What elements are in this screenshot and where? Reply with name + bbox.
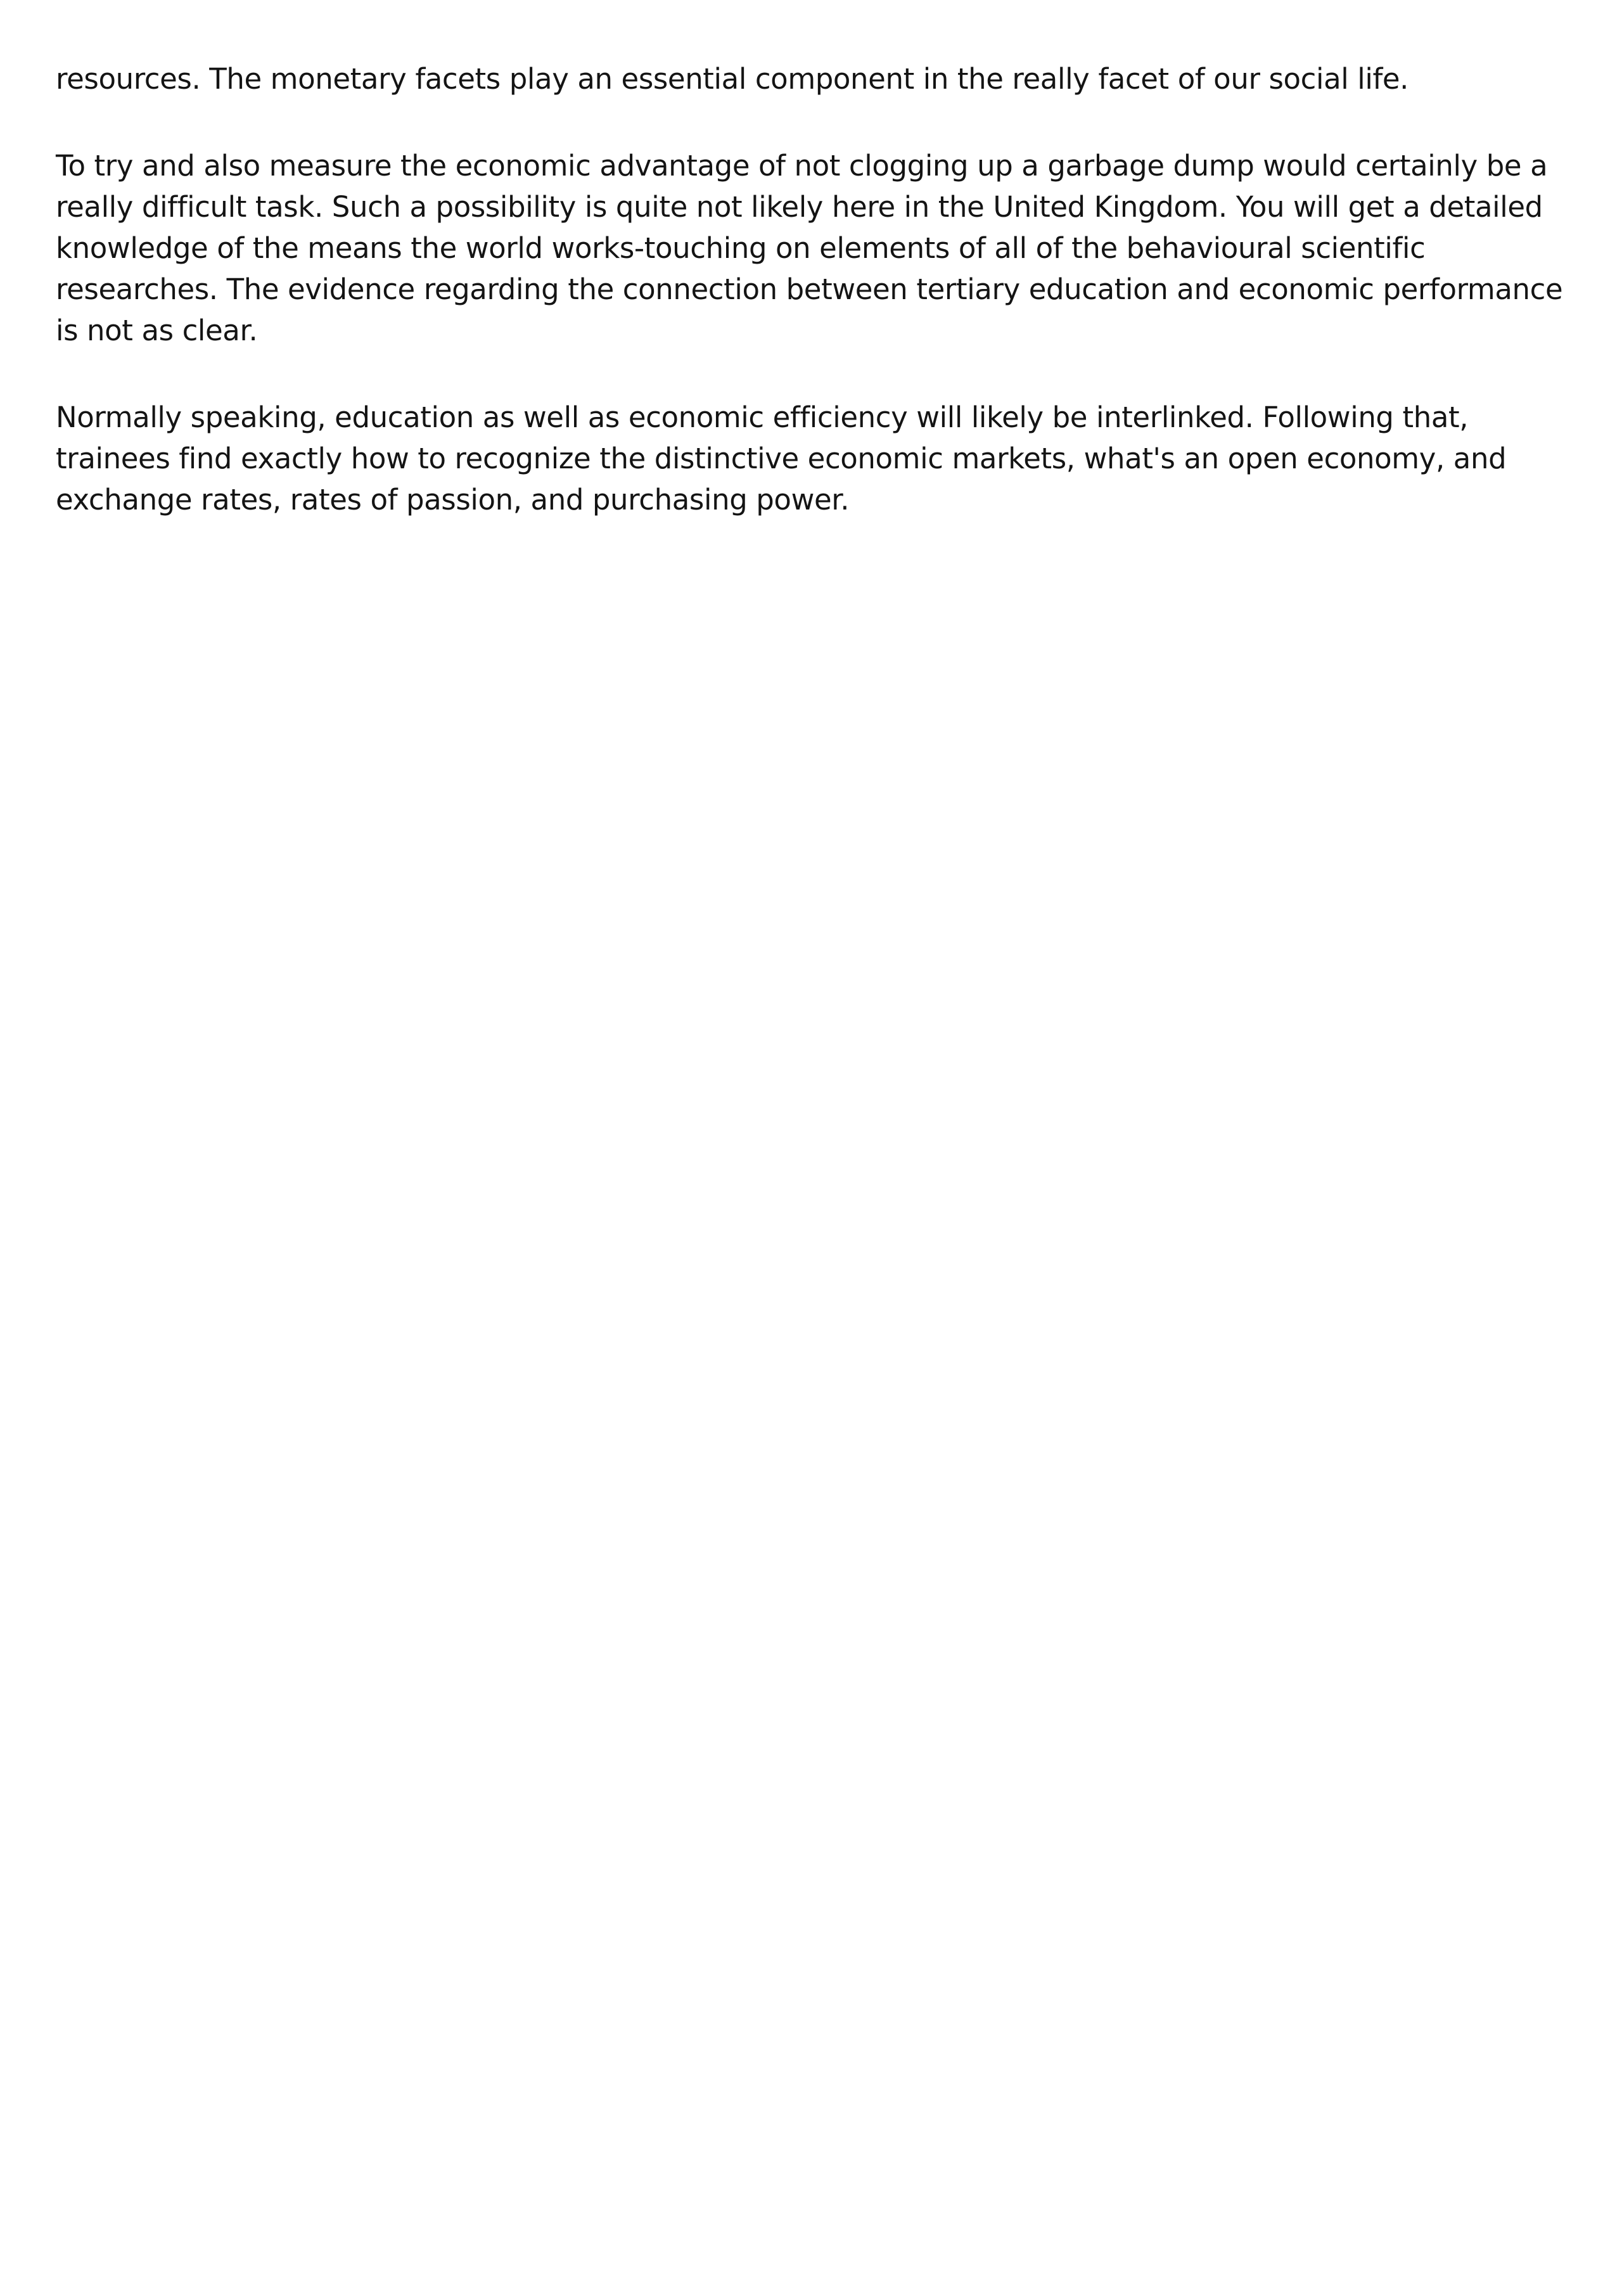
paragraph-1: resources. The monetary facets play an essential component in the really facet of our social life. (56, 62, 1409, 96)
document-body (56, 58, 1576, 566)
paragraph-3: Normally speaking, education as well as economic efficiency will likely be interlinked. Following that, trainees find exactly how to recognize the distinctive economic markets, what's an open economy, and exchange rates, rates of passion, and purchasing power. (56, 401, 1507, 516)
paragraph-2: To try and also measure the economic advantage of not clogging up a garbage dump would certainly be a really difficult task. Such a possibility is quite not likely here in the United Kingdom. You will get a detailed knowledge of the means the world works-touching on elements of all of the behavioural scientific researches. The evidence regarding the connection between tertiary education and economic performance is not as clear. (56, 149, 1563, 347)
